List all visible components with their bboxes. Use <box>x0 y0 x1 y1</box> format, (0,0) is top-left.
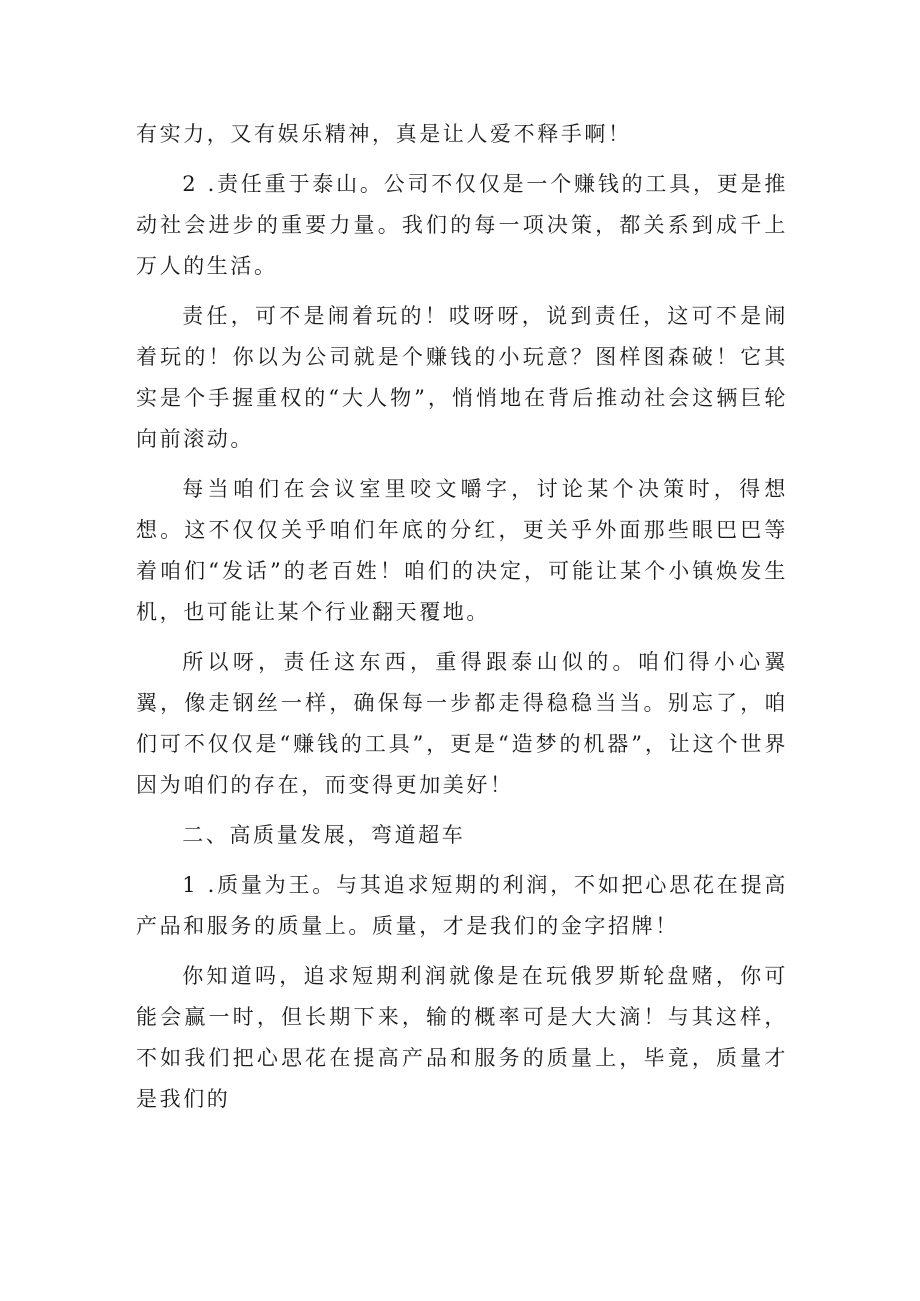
section-heading-quality: 二、高质量发展，弯道超车 <box>182 823 466 847</box>
document-body <box>136 114 788 1129</box>
paragraph-meeting-decisions: 每当咱们在会议室里咬文嚼字，讨论某个决策时，得想想。这不仅仅关乎咱们年底的分红，更关乎外面那些眼巴巴等着咱们“发话”的老百姓！咱们的决定，可能让某个小镇焕发生机，也可能让某个行业翻天覆地。 <box>136 477 788 624</box>
paragraph-continuation: 有实力，又有娱乐精神，真是让人爱不释手啊！ <box>136 122 632 146</box>
paragraph-roulette: 你知道吗，追求短期利润就像是在玩俄罗斯轮盘赌，你可能会赢一时，但长期下来，输的概率可是大大滴！与其这样，不如我们把心思花在提高产品和服务的质量上，毕竟，质量才是我们的 <box>136 964 788 1111</box>
paragraph-responsibility-heading: 2 .责任重于泰山。公司不仅仅是一个赚钱的工具，更是推动社会进步的重要力量。我们的每一项决策，都关系到成千上万人的生活。 <box>136 172 788 278</box>
paragraph-responsibility-joke: 责任，可不是闹着玩的！哎呀呀，说到责任，这可不是闹着玩的！你以为公司就是个赚钱的小玩意？图样图森破！它其实是个手握重权的“大人物”，悄悄地在背后推动社会这辆巨轮向前滚动。 <box>136 304 788 451</box>
paragraph-quality-king: 1 .质量为王。与其追求短期的利润，不如把心思花在提高产品和服务的质量上。质量，才是我们的金字招牌！ <box>136 873 788 938</box>
paragraph-taishan: 所以呀，责任这东西，重得跟泰山似的。咱们得小心翼翼，像走钢丝一样，确保每一步都走得稳稳当当。别忘了，咱们可不仅仅是“赚钱的工具”，更是“造梦的机器”，让这个世界因为咱们的存在，而变得更加美好！ <box>136 650 788 797</box>
